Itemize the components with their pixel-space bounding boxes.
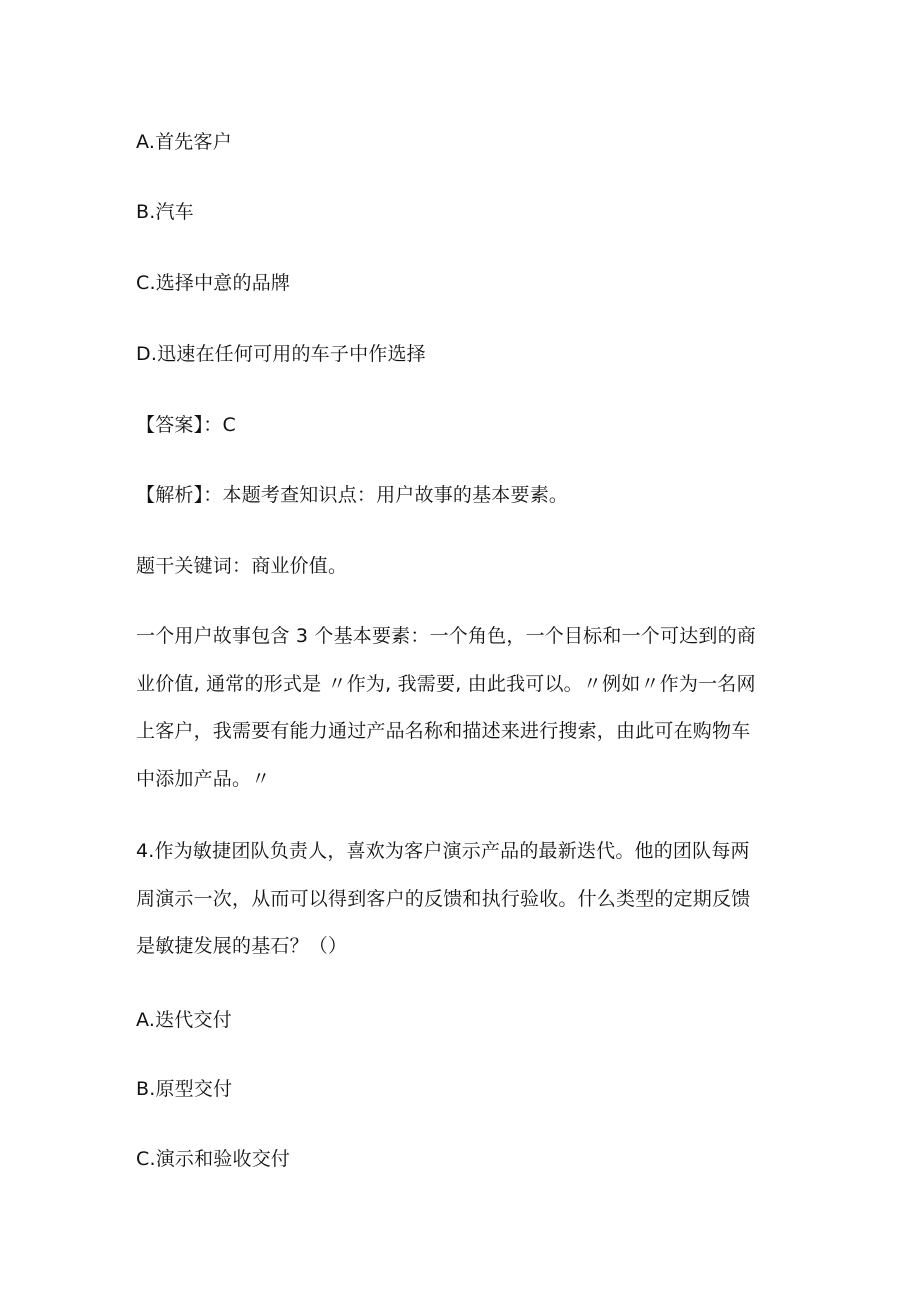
q4-option-b: B.原型交付 (136, 1078, 233, 1100)
q3-explanation (136, 613, 796, 803)
q3-option-b: B.汽车 (136, 201, 194, 223)
explanation-line: 中添加产品。〃 (136, 767, 271, 790)
question-line: 周演示一次，从而可以得到客户的反馈和执行验收。什么类型的定期反馈 (136, 887, 751, 910)
q3-option-d: D.迅速在任何可用的车子中作选择 (136, 343, 426, 365)
q3-option-a: A.首先客户 (136, 131, 232, 153)
question-line: 是敏捷发展的基石？（） (136, 935, 348, 957)
q3-answer: 【答案】：C (136, 414, 236, 436)
explanation-line: 业价值, 通常的形式是 〃作为, 我需要, 由此我可以。〃例如〃作为一名网 (136, 672, 756, 695)
q4-option-a: A.迭代交付 (136, 1009, 232, 1031)
q3-option-c: C.选择中意的品牌 (136, 272, 291, 294)
q4-option-c: C.演示和验收交付 (136, 1148, 291, 1170)
q3-analysis: 【解析】：本题考查知识点：用户故事的基本要素。 (136, 484, 569, 506)
q4-question (136, 828, 796, 971)
q3-keywords: 题干关键词：商业价值。 (136, 555, 348, 577)
question-line: 4.作为敏捷团队负责人，喜欢为客户演示产品的最新迭代。他的团队每两 (136, 840, 750, 862)
explanation-line: 上客户，我需要有能力通过产品名称和描述来进行搜索，由此可在购物车 (136, 720, 751, 742)
explanation-line: 一个用户故事包含 3 个基本要素：一个角色，一个目标和一个可达到的商 (136, 625, 756, 647)
